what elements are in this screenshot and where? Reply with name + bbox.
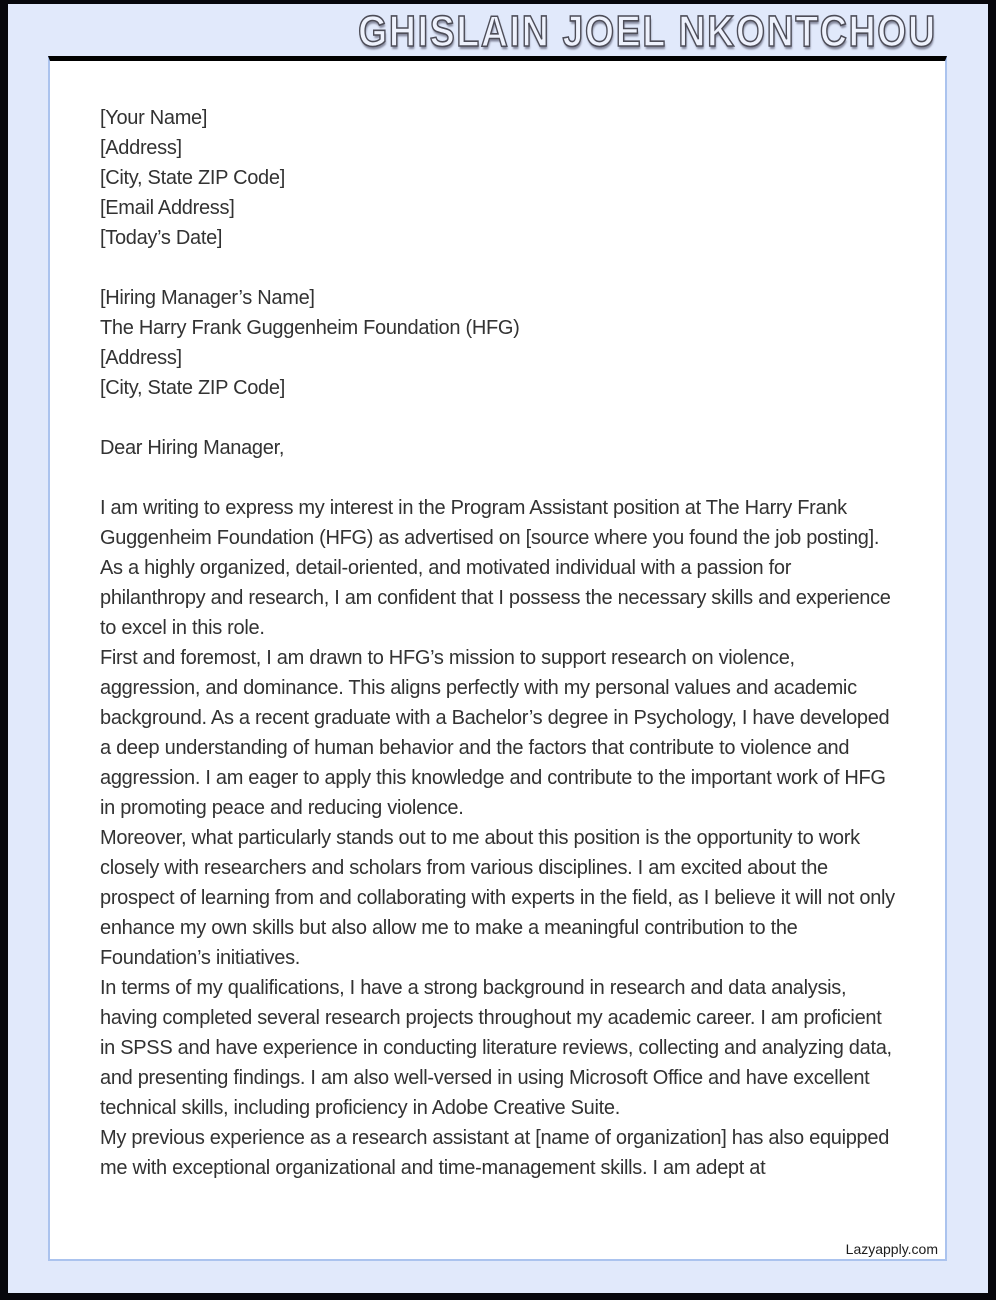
sender-name-line: [Your Name] <box>100 107 208 129</box>
sender-city-line: [City, State ZIP Code] <box>100 167 285 189</box>
recipient-company-line: The Harry Frank Guggenheim Foundation (HFG) <box>100 317 520 339</box>
recipient-address-line: [Address] <box>100 347 182 369</box>
letter-page <box>48 56 947 1261</box>
paragraph-intro: I am writing to express my interest in the Program Assistant position at The Harry Frank Guggenheim Foundation (HFG) as advertised on [source where you found the job posting]. As a highly organized, detail-oriented, and motivated individual with a passion for philanthropy and research, I am confident that I possess the necessary skills and experience to excel in this role. <box>100 497 891 639</box>
lazyapply-watermark: Lazyapply.com <box>840 1241 938 1257</box>
letter-body <box>50 61 945 1183</box>
sender-block <box>100 103 900 253</box>
sender-date-line: [Today’s Date] <box>100 227 223 249</box>
paragraph-experience: My previous experience as a research assistant at [name of organization] has also equipped me with exceptional organizational and time-management skills. I am adept at <box>100 1127 890 1179</box>
page-title: GHISLAIN JOEL NKONTCHOU <box>358 7 937 56</box>
sender-email-line: [Email Address] <box>100 197 235 219</box>
recipient-city-line: [City, State ZIP Code] <box>100 377 285 399</box>
recipient-block <box>100 283 900 403</box>
paragraph-mission: First and foremost, I am drawn to HFG’s mission to support research on violence, aggression, and dominance. This aligns perfectly with my personal values and academic background. As a recent graduate with a Bachelor’s degree in Psychology, I have developed a deep understanding of human behavior and the factors that contribute to violence and aggression. I am eager to apply this knowledge and contribute to the important work of HFG in promoting peace and reducing violence. <box>100 647 890 819</box>
paragraph-qualifications: In terms of my qualifications, I have a strong background in research and data analysis, having completed several research projects throughout my academic career. I am proficient in SPSS and have experience in conducting literature reviews, collecting and analyzing data, and presenting findings. I am also well-versed in using Microsoft Office and have excellent technical skills, including proficiency in Adobe Creative Suite. <box>100 977 892 1119</box>
recipient-name-line: [Hiring Manager’s Name] <box>100 287 315 309</box>
paragraph-collaboration: Moreover, what particularly stands out to me about this position is the opportunity to work closely with researchers and scholars from various disciplines. I am excited about the prospect of learning from and collaborating with experts in the field, as I believe it will not only enhance my own skills but also allow me to make a meaningful contribution to the Foundation’s initiatives. <box>100 827 895 969</box>
sender-address-line: [Address] <box>100 137 182 159</box>
salutation-line: Dear Hiring Manager, <box>100 437 285 459</box>
salutation <box>100 433 900 463</box>
